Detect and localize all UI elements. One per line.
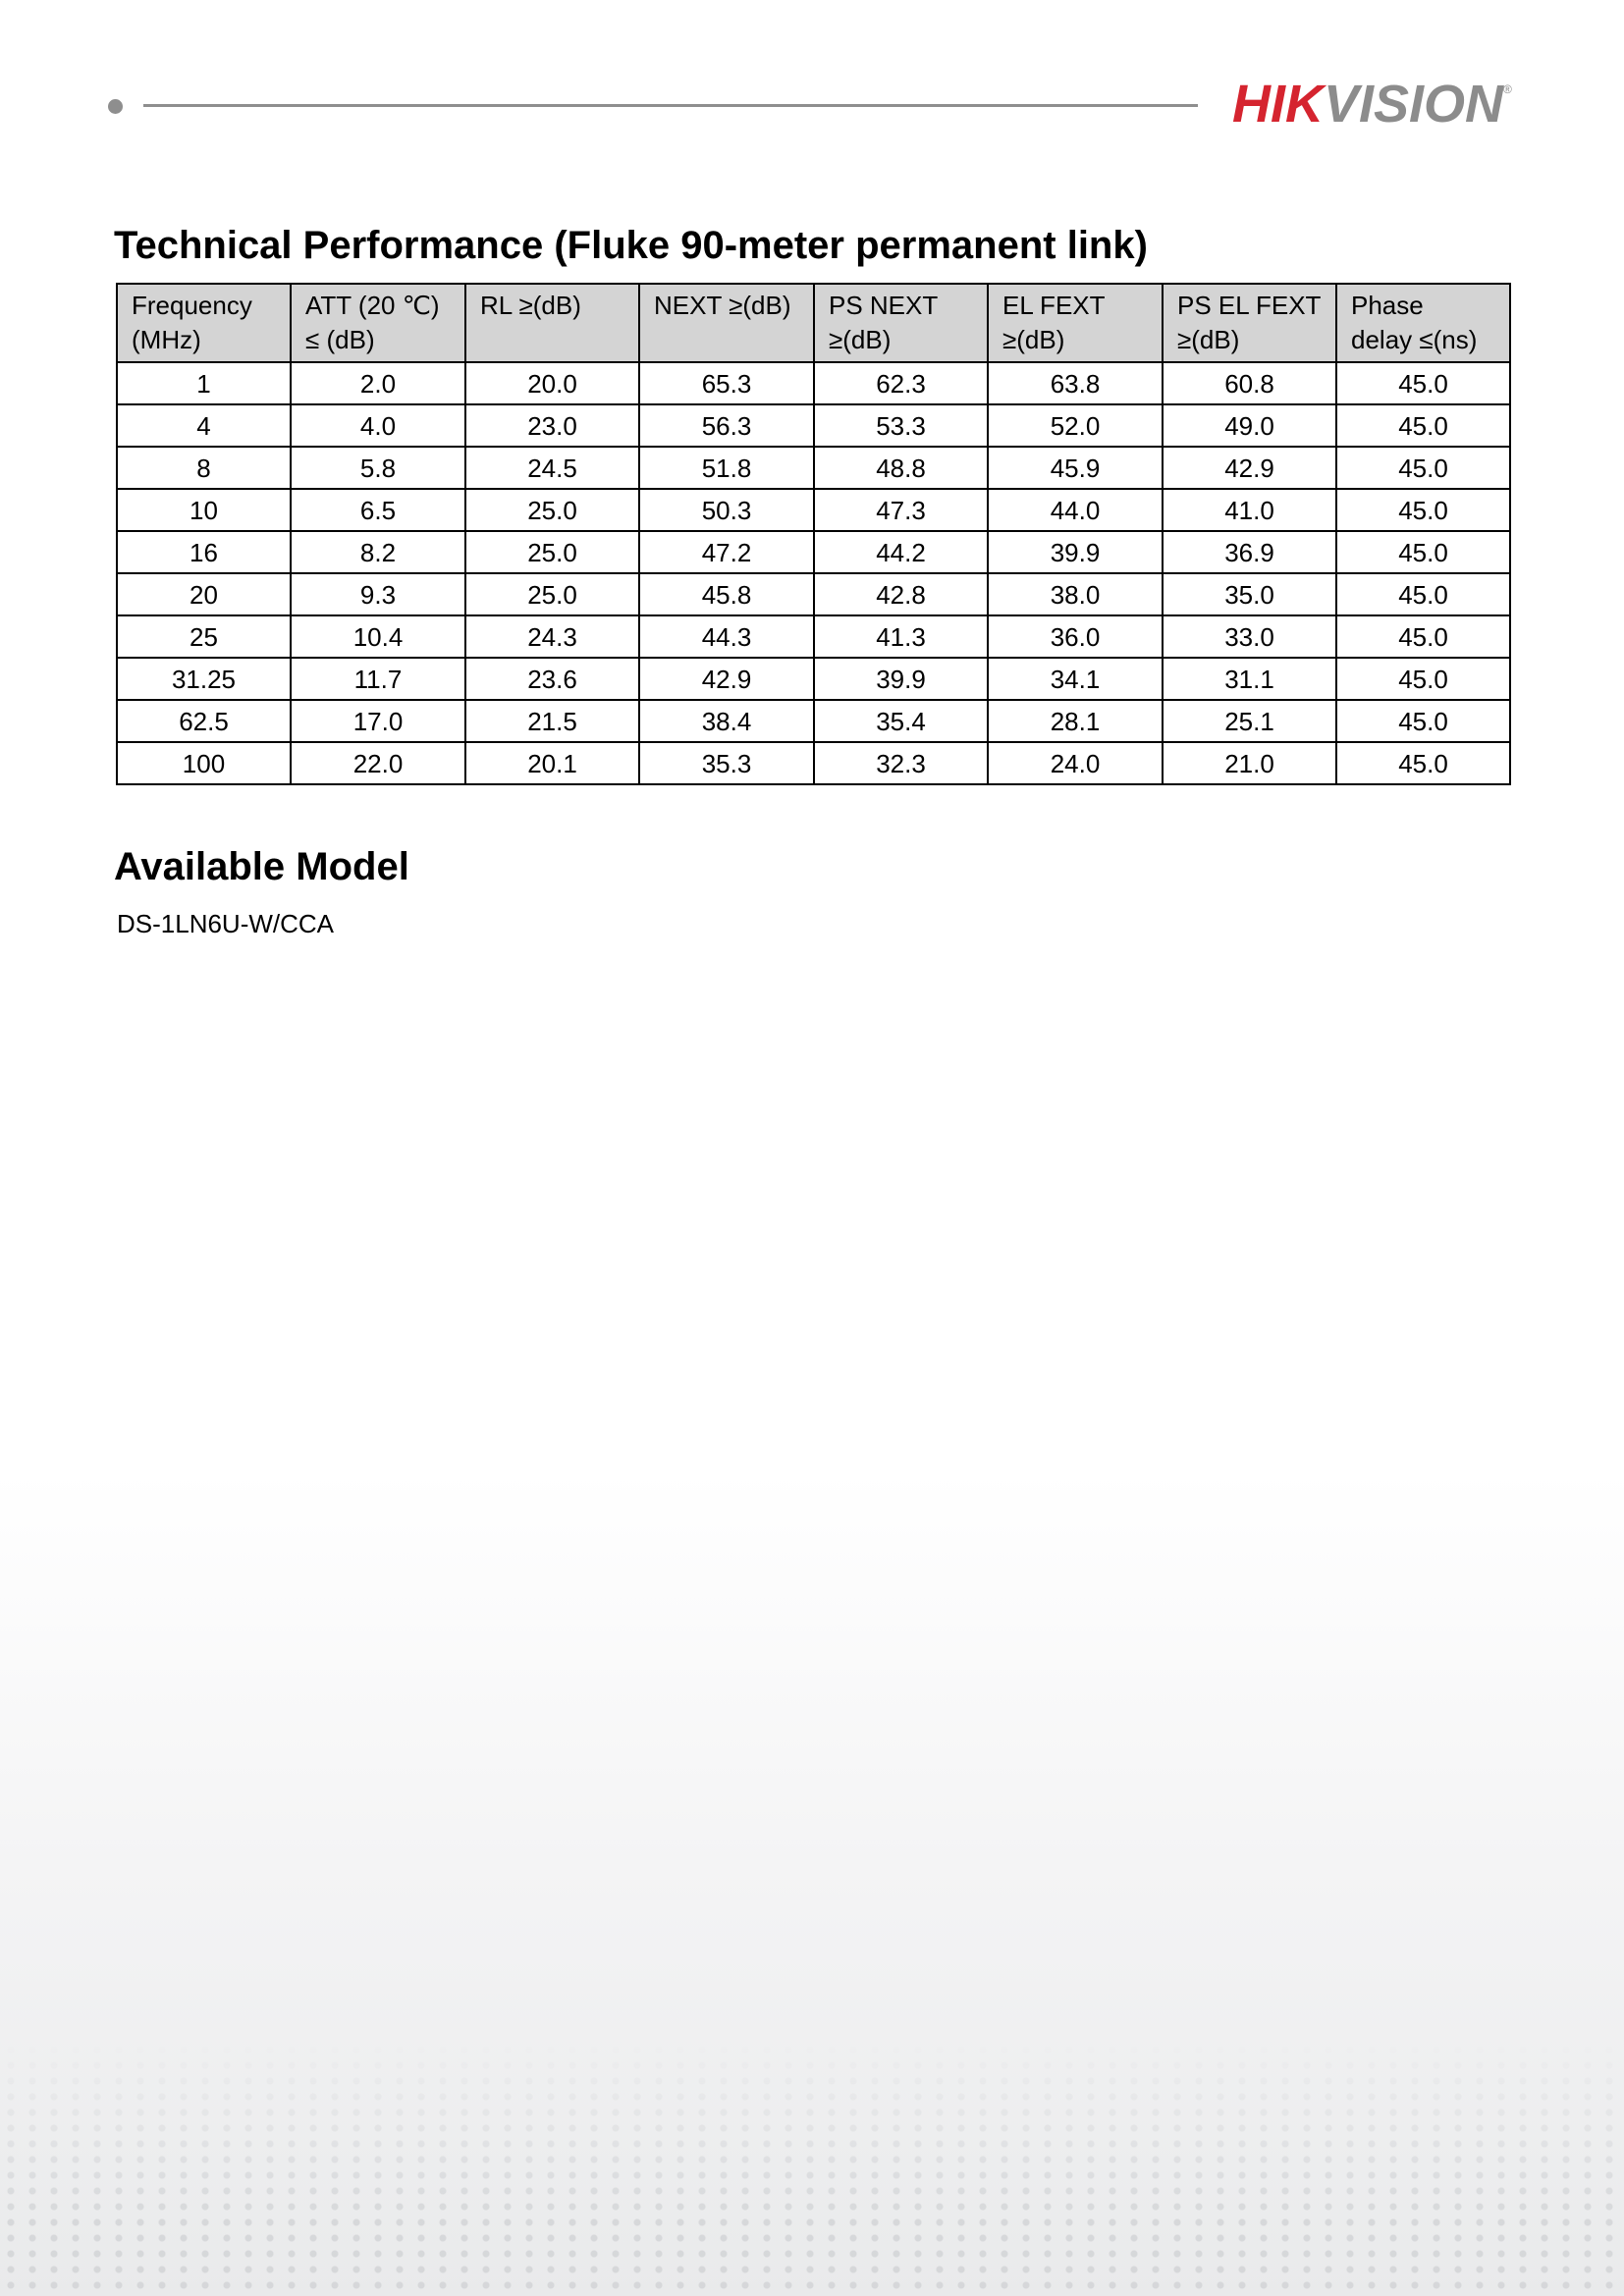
table-cell: 8 — [117, 447, 291, 489]
table-cell: 65.3 — [639, 362, 814, 404]
table-cell: 36.9 — [1163, 531, 1336, 573]
table-cell: 35.0 — [1163, 573, 1336, 615]
table-cell: 22.0 — [291, 742, 465, 784]
table-row — [117, 531, 1510, 573]
table-row — [117, 447, 1510, 489]
table-cell: 45.0 — [1336, 615, 1510, 658]
logo-text-gray: VISION — [1324, 75, 1504, 133]
table-cell: 44.3 — [639, 615, 814, 658]
table-cell: 47.2 — [639, 531, 814, 573]
model-number: DS-1LN6U-W/CCA — [117, 909, 335, 938]
table-cell: 28.1 — [988, 700, 1163, 742]
technical-performance-title: Technical Performance (Fluke 90-meter permanent link) — [114, 224, 1148, 267]
table-cell: 35.3 — [639, 742, 814, 784]
table-cell: 9.3 — [291, 573, 465, 615]
column-header-line: Frequency — [132, 291, 252, 320]
column-header — [291, 284, 465, 362]
table-cell: 10 — [117, 489, 291, 531]
column-header-line: ≥(dB) — [1177, 325, 1240, 354]
table-cell: 16 — [117, 531, 291, 573]
column-header-line: PS NEXT — [829, 291, 939, 320]
table-cell: 62.3 — [814, 362, 988, 404]
table-cell: 31.25 — [117, 658, 291, 700]
table-cell: 47.3 — [814, 489, 988, 531]
table-cell: 62.5 — [117, 700, 291, 742]
column-header-line: ≥(dB) — [829, 325, 892, 354]
table-cell: 50.3 — [639, 489, 814, 531]
table-cell: 24.5 — [465, 447, 639, 489]
column-header-line: RL ≥(dB) — [480, 291, 581, 320]
table-cell: 23.6 — [465, 658, 639, 700]
table-cell: 38.4 — [639, 700, 814, 742]
column-header — [988, 284, 1163, 362]
column-header-line: ≤ (dB) — [305, 325, 375, 354]
table-cell: 39.9 — [988, 531, 1163, 573]
table-cell: 25.0 — [465, 573, 639, 615]
table-cell: 20.0 — [465, 362, 639, 404]
table-cell: 36.0 — [988, 615, 1163, 658]
table-row — [117, 362, 1510, 404]
table-cell: 45.0 — [1336, 362, 1510, 404]
table-cell: 52.0 — [988, 404, 1163, 447]
table-cell: 45.0 — [1336, 447, 1510, 489]
table-cell: 4 — [117, 404, 291, 447]
table-cell: 45.0 — [1336, 742, 1510, 784]
performance-table — [116, 283, 1511, 785]
table-cell: 44.0 — [988, 489, 1163, 531]
table-cell: 45.0 — [1336, 531, 1510, 573]
table-row — [117, 489, 1510, 531]
table-row — [117, 658, 1510, 700]
table-cell: 23.0 — [465, 404, 639, 447]
table-header-row — [117, 284, 1510, 362]
logo-text-red: HIK — [1232, 75, 1324, 133]
table-cell: 11.7 — [291, 658, 465, 700]
table-cell: 45.0 — [1336, 573, 1510, 615]
table-cell: 49.0 — [1163, 404, 1336, 447]
column-header — [117, 284, 291, 362]
table-cell: 10.4 — [291, 615, 465, 658]
table-cell: 41.3 — [814, 615, 988, 658]
table-cell: 31.1 — [1163, 658, 1336, 700]
table-cell: 53.3 — [814, 404, 988, 447]
table-row — [117, 573, 1510, 615]
table-cell: 39.9 — [814, 658, 988, 700]
table-row — [117, 700, 1510, 742]
column-header-line: NEXT ≥(dB) — [654, 291, 791, 320]
table-cell: 24.3 — [465, 615, 639, 658]
column-header-line: PS EL FEXT — [1177, 291, 1322, 320]
table-cell: 5.8 — [291, 447, 465, 489]
table-cell: 25.1 — [1163, 700, 1336, 742]
column-header-line: ≥(dB) — [1002, 325, 1065, 354]
table-cell: 25 — [117, 615, 291, 658]
table-cell: 56.3 — [639, 404, 814, 447]
table-cell: 24.0 — [988, 742, 1163, 784]
column-header — [1163, 284, 1336, 362]
table-cell: 21.0 — [1163, 742, 1336, 784]
table-cell: 32.3 — [814, 742, 988, 784]
table-cell: 48.8 — [814, 447, 988, 489]
table-cell: 2.0 — [291, 362, 465, 404]
table-cell: 63.8 — [988, 362, 1163, 404]
header-divider-line — [143, 104, 1198, 107]
table-cell: 45.9 — [988, 447, 1163, 489]
table-cell: 45.0 — [1336, 404, 1510, 447]
column-header-line: Phase — [1351, 291, 1424, 320]
table-cell: 6.5 — [291, 489, 465, 531]
table-cell: 45.0 — [1336, 658, 1510, 700]
table-cell: 35.4 — [814, 700, 988, 742]
table-cell: 45.0 — [1336, 489, 1510, 531]
table-cell: 21.5 — [465, 700, 639, 742]
table-cell: 44.2 — [814, 531, 988, 573]
column-header — [465, 284, 639, 362]
table-cell: 20.1 — [465, 742, 639, 784]
table-cell: 45.0 — [1336, 700, 1510, 742]
table-cell: 42.9 — [639, 658, 814, 700]
table-cell: 20 — [117, 573, 291, 615]
table-cell: 42.8 — [814, 573, 988, 615]
table-body — [117, 362, 1510, 784]
header-bullet-dot — [108, 99, 123, 114]
table-cell: 41.0 — [1163, 489, 1336, 531]
column-header — [639, 284, 814, 362]
column-header-line: ATT (20 ℃) — [305, 291, 440, 320]
column-header-line: delay ≤(ns) — [1351, 325, 1478, 354]
table-cell: 34.1 — [988, 658, 1163, 700]
registered-mark: ® — [1503, 82, 1512, 96]
table-row — [117, 615, 1510, 658]
table-cell: 17.0 — [291, 700, 465, 742]
available-model-title: Available Model — [114, 845, 409, 888]
table-cell: 51.8 — [639, 447, 814, 489]
table-cell: 4.0 — [291, 404, 465, 447]
decorative-dot-pattern — [0, 2042, 1624, 2296]
column-header-line: (MHz) — [132, 325, 201, 354]
table-cell: 38.0 — [988, 573, 1163, 615]
table-cell: 25.0 — [465, 489, 639, 531]
table-cell: 8.2 — [291, 531, 465, 573]
table-cell: 25.0 — [465, 531, 639, 573]
table-cell: 60.8 — [1163, 362, 1336, 404]
column-header-line: EL FEXT — [1002, 291, 1106, 320]
table-cell: 33.0 — [1163, 615, 1336, 658]
table-row — [117, 404, 1510, 447]
table-cell: 100 — [117, 742, 291, 784]
table-cell: 1 — [117, 362, 291, 404]
hikvision-logo — [1232, 77, 1512, 132]
table-cell: 42.9 — [1163, 447, 1336, 489]
table-row — [117, 742, 1510, 784]
column-header — [814, 284, 988, 362]
table-cell: 45.8 — [639, 573, 814, 615]
column-header — [1336, 284, 1510, 362]
